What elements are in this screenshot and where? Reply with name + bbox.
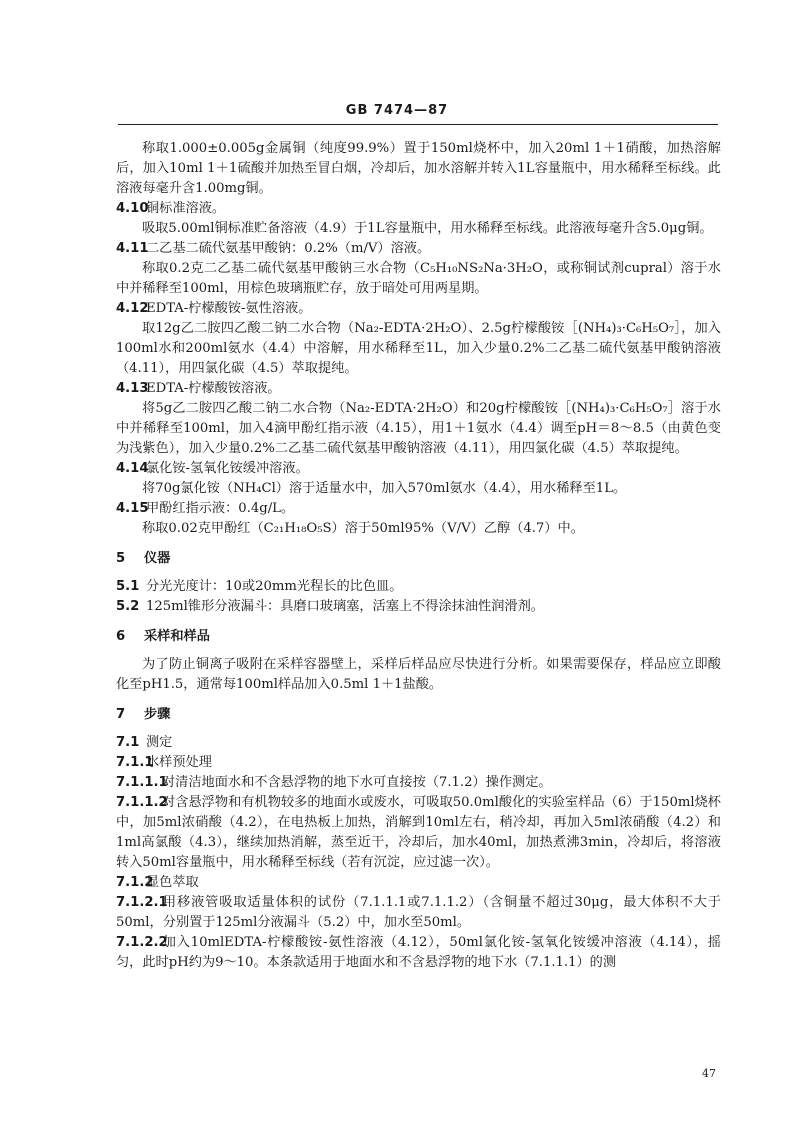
clause-number: 7.1.2.1: [116, 895, 168, 910]
clause-number: 7: [116, 707, 126, 722]
paragraph: 将5g乙二胺四乙酸二钠二水合物（Na₂-EDTA·2H₂O）和20g柠檬酸铵［(NH₄)₃·C₆H₅O₇］溶于水中并稀释至100ml，加入4滴甲酚红指示液（4.15），用1＋1氨水（4.4）调至pH＝8～8.5（由黄色变为浅紫色），加入少量0.2%二乙基二硫代氨基甲酸钠溶液（4.11），用四氯化碳（4.5）萃取提纯。: [116, 401, 721, 456]
clause-text: 氯化铵-氢氧化铵缓冲溶液。: [146, 461, 309, 476]
paragraph: 吸取5.00ml铜标准贮备溶液（4.9）于1L容量瓶中，用水稀释至标线。此溶液每毫升含5.0μg铜。: [142, 221, 713, 236]
clause-number: 4.11: [116, 241, 149, 256]
clause-text: 仪器: [144, 551, 171, 566]
page-number: 47: [702, 1067, 716, 1080]
clause-number: 7.1: [116, 735, 140, 750]
clause-number: 4.15: [116, 501, 149, 516]
clause-text: 125ml锥形分液漏斗：具磨口玻璃塞，活塞上不得涂抹油性润滑剂。: [146, 599, 544, 614]
clause-text: 显色萃取: [146, 875, 199, 890]
clause-number: 7.1.1.1: [116, 775, 168, 790]
clause-number: 7.1.2.2: [116, 935, 168, 950]
clause-text: 二乙基二硫代氨基甲酸钠：0.2%（m/V）溶液。: [146, 241, 431, 256]
clause: [116, 753, 721, 773]
section-heading: [116, 549, 721, 569]
clause-number: 4.14: [116, 461, 149, 476]
paragraph: 为了防止铜离子吸附在采样容器壁上，采样后样品应尽快进行分析。如果需要保存，样品应立即酸化至pH1.5，通常每100ml样品加入0.5ml 1＋1盐酸。: [116, 657, 721, 692]
clause-number: 5.1: [116, 579, 140, 594]
clause: [116, 933, 721, 973]
clause-text: 用移液管吸取适量体积的试份（7.1.1.1或7.1.1.2）（含铜量不超过30μg，最大体积不大于50ml，分别置于125ml分液漏斗（5.2）中，加水至50ml。: [116, 895, 721, 930]
paragraph: 取12g乙二胺四乙酸二钠二水合物（Na₂-EDTA·2H₂O）、2.5g柠檬酸铵［(NH₄)₃·C₆H₅O₇］，加入100ml水和200ml氨水（4.4）中溶解，用水稀释至1L，加入少量0.2%二乙基二硫代氨基甲酸钠溶液（4.11），用四氯化碳（4.5）萃取提纯。: [116, 321, 721, 376]
paragraph: 称取0.02克甲酚红（C₂₁H₁₈O₅S）溶于50ml95%（V/V）乙醇（4.7）中。: [142, 521, 584, 536]
clause-text: EDTA-柠檬酸铵-氨性溶液。: [146, 301, 312, 316]
paragraph: 称取0.2克二乙基二硫代氨基甲酸钠三水合物（C₅H₁₀NS₂Na·3H₂O，或称铜试剂cupral）溶于水中并稀释至100ml，用棕色玻璃瓶贮存，放于暗处可用两星期。: [116, 261, 721, 296]
clause-text: 水样预处理: [146, 755, 212, 770]
clause-text: 甲酚红指示液：0.4g/L。: [146, 501, 295, 516]
clause-text: 对含悬浮物和有机物较多的地面水或废水，可吸取50.0ml酸化的实验室样品（6）于150ml烧杯中，加5ml浓硝酸（4.2），在电热板上加热，消解到10ml左右，稍冷却，再加入5ml浓硝酸（4.2）和1ml高氯酸（4.3），继续加热消解，蒸至近干，冷却后，加水40ml，加热煮沸3min，冷却后，将溶液转入50ml容量瓶中，用水稀释至标线（若有沉淀，应过滤一次）。: [116, 795, 721, 870]
clause-number: 5.2: [116, 599, 140, 614]
clause: [116, 199, 721, 219]
clause: [116, 733, 721, 753]
clause-number: 7.1.1: [116, 755, 154, 770]
clause-number: 7.1.1.2: [116, 795, 168, 810]
clause-number: 5: [116, 551, 126, 566]
clause-text: EDTA-柠檬酸铵溶液。: [146, 381, 281, 396]
clause: [116, 793, 721, 873]
clause-number: 4.10: [116, 201, 149, 216]
clause: [116, 773, 721, 793]
page-header: GB 7474—87: [345, 103, 449, 118]
clause-number: 6: [116, 629, 126, 644]
paragraph: 称取1.000±0.005g金属铜（纯度99.9%）置于150ml烧杯中，加入20ml 1＋1硝酸，加热溶解后，加入10ml 1＋1硫酸并加热至冒白烟，冷却后，加水溶解并转入1L容量瓶中，用水稀释至标线。此溶液每毫升含1.00mg铜。: [116, 141, 721, 196]
clause: [116, 597, 721, 617]
clause-text: 铜标准溶液。: [146, 201, 226, 216]
clause: [116, 379, 721, 399]
clause-number: 4.13: [116, 381, 149, 396]
clause: [116, 239, 721, 259]
clause: [116, 893, 721, 933]
clause: [116, 873, 721, 893]
clause-number: 4.12: [116, 301, 149, 316]
clause: [116, 577, 721, 597]
clause-text: 采样和样品: [144, 629, 210, 644]
paragraph: 将70g氯化铵（NH₄Cl）溶于适量水中，加入570ml氨水（4.4），用水稀释至1L。: [142, 481, 627, 496]
clause: [116, 499, 721, 519]
clause-text: 对清洁地面水和不含悬浮物的地下水可直接按（7.1.2）操作测定。: [162, 775, 552, 790]
section-heading: [116, 705, 721, 725]
clause-text: 加入10mlEDTA-柠檬酸铵-氨性溶液（4.12），50ml氯化铵-氢氧化铵缓冲溶液（4.14），摇匀，此时pH约为9～10。本条款适用于地面水和不含悬浮物的地下水（7.1.1.1）的测: [116, 935, 721, 970]
document-body: [116, 139, 721, 973]
clause-number: 7.1.2: [116, 875, 154, 890]
header-rule: [118, 124, 718, 125]
clause: [116, 459, 721, 479]
clause: [116, 299, 721, 319]
clause-text: 分光光度计：10或20mm光程长的比色皿。: [146, 579, 403, 594]
clause-text: 步骤: [144, 707, 171, 722]
clause-text: 测定: [146, 735, 173, 750]
section-heading: [116, 627, 721, 647]
